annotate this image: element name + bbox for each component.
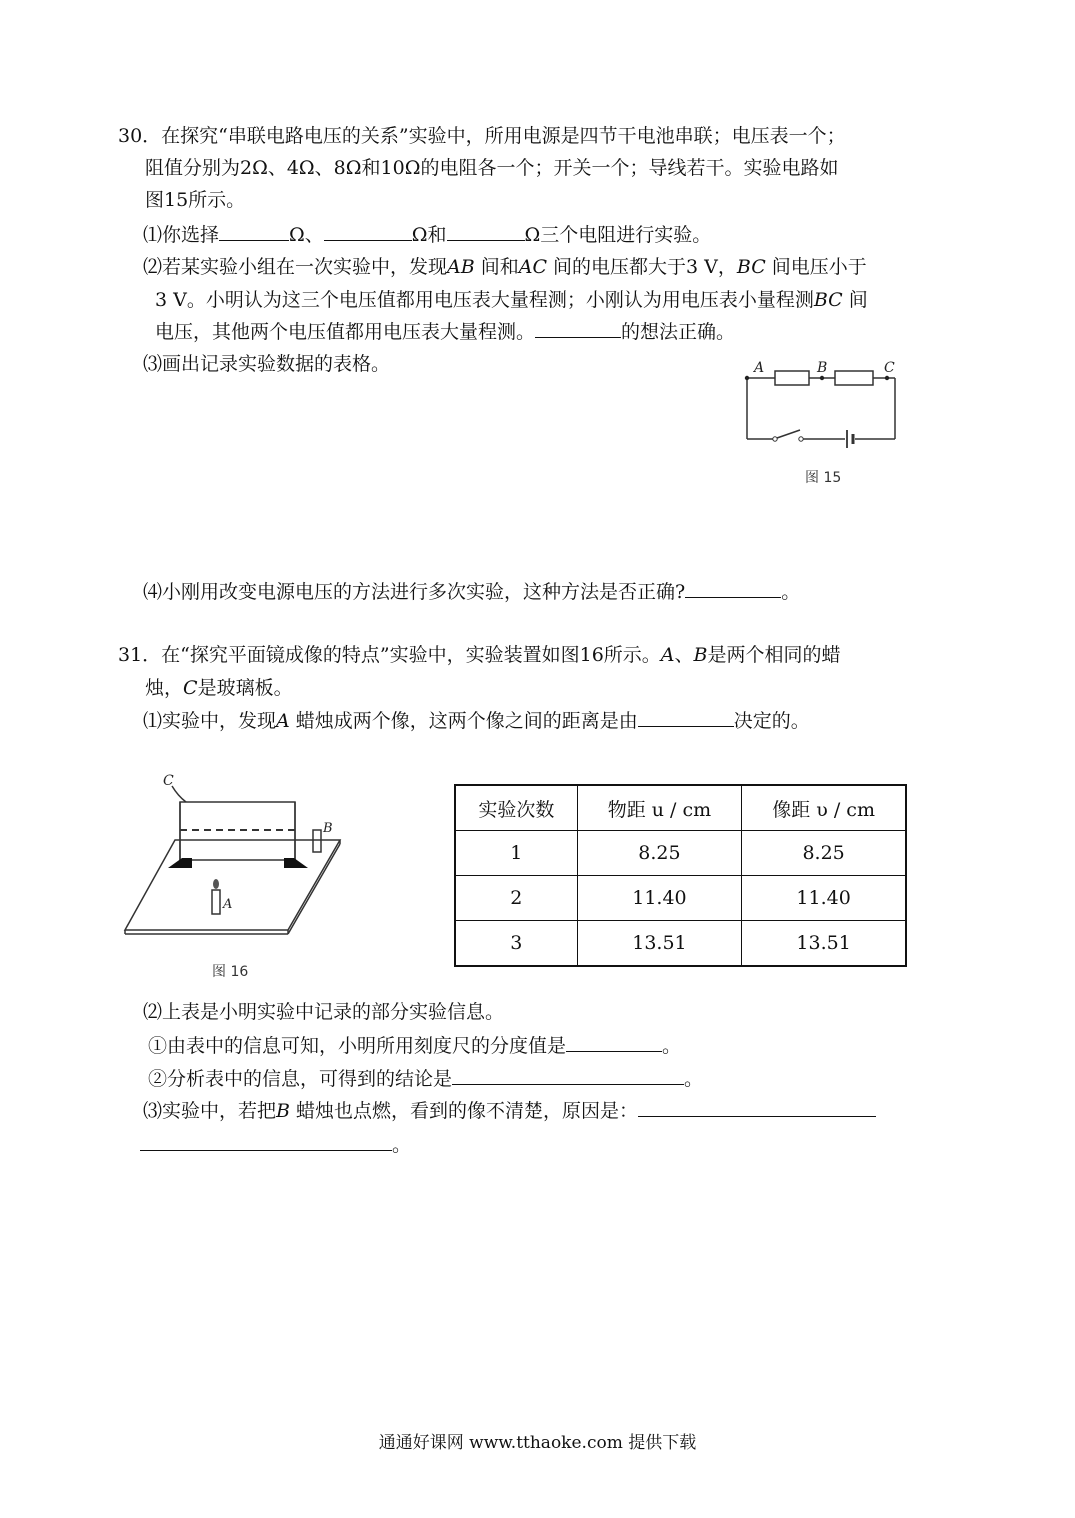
figure-15-circuit (735, 356, 915, 488)
fig15-label-A: A (754, 360, 765, 376)
q31-label-B: B (276, 1100, 290, 1122)
q31-label-B: B (693, 644, 708, 666)
q31-text: 是两个相同的蜡 (707, 644, 841, 666)
table-row (455, 921, 906, 967)
q30-blank-correct-person[interactable] (535, 319, 621, 338)
q30-blank-method[interactable] (685, 579, 781, 598)
q31-p3-text: 蜡烛也点燃，看到的像不清楚，原因是： (289, 1100, 639, 1122)
fig15-caption: 图 15 (805, 470, 842, 486)
q31-p3-text: 。 (392, 1134, 412, 1156)
q30-part2-line3 (155, 319, 735, 344)
q30-p2-text: ⑵若某实验小组在一次实验中，发现 (143, 256, 448, 278)
q30-label-BC: BC (736, 256, 766, 278)
table-header-row (455, 785, 906, 831)
q31-part1 (143, 708, 810, 733)
q31-text: 是玻璃板。 (197, 677, 293, 699)
q31-part3 (143, 1098, 876, 1123)
fig15-label-B: B (817, 360, 828, 376)
q31-blank-scale-division[interactable] (566, 1033, 662, 1052)
q30-part2-line1 (143, 255, 867, 279)
q30-part1 (143, 222, 711, 247)
q30-blank-resistor-2[interactable] (324, 222, 412, 241)
q30-part4 (143, 579, 800, 604)
page-footer: 通通好课网 www.tthaoke.com 提供下载 (378, 1433, 697, 1453)
experiment-data-table (454, 784, 907, 967)
q31-part2: ⑵上表是小明实验中记录的部分实验信息。 (143, 1001, 505, 1023)
q31-p2-text: 。 (684, 1068, 704, 1090)
q31-blank-distance-factor[interactable] (638, 708, 734, 727)
fig15-label-C: C (884, 360, 895, 376)
fig16-label-B: B (323, 821, 333, 836)
table-row (455, 831, 906, 876)
q30-label-BC: BC (813, 289, 843, 311)
q31-label-C: C (183, 677, 198, 699)
q30-line3: 图15所示。 (145, 189, 246, 211)
table-header: 像距 υ / cm (742, 785, 906, 831)
fig16-caption: 图 16 (212, 964, 249, 980)
q31-part2-item2 (148, 1066, 703, 1091)
table-cell: 11.40 (577, 876, 742, 921)
table-header: 实验次数 (455, 785, 577, 831)
q31-line2 (145, 676, 293, 700)
q31-blank-reason-line1[interactable] (638, 1098, 876, 1117)
q30-p2-text: 间和 (474, 256, 519, 278)
table-cell: 13.51 (577, 921, 742, 967)
q31-label-A: A (660, 644, 675, 666)
q30-blank-resistor-3[interactable] (447, 222, 525, 241)
q30-p1-text-a: ⑴你选择 (143, 224, 220, 246)
table-cell: 8.25 (742, 831, 906, 876)
q31-p1-text: ⑴实验中，发现 (143, 710, 277, 732)
q31-p2-text: ②分析表中的信息，可得到的结论是 (148, 1068, 453, 1090)
table-cell: 8.25 (577, 831, 742, 876)
q31-part3-cont (140, 1132, 411, 1157)
q31-text: 31．在“探究平面镜成像的特点”实验中，实验装置如图16所示。 (118, 644, 661, 666)
q31-label-A: A (276, 710, 290, 732)
table-cell: 3 (455, 921, 577, 967)
q30-p1-text-c: Ω和 (411, 224, 447, 246)
q30-p4-text: 。 (781, 581, 801, 603)
fig16-label-A: A (223, 897, 233, 912)
q30-blank-resistor-1[interactable] (219, 222, 289, 241)
q30-part2-line2 (155, 288, 868, 312)
q30-part3: ⑶画出记录实验数据的表格。 (143, 353, 391, 375)
q31-p2-text: ①由表中的信息可知，小明所用刻度尺的分度值是 (148, 1035, 567, 1057)
q31-text: 烛， (145, 677, 184, 699)
q30-p4-text: ⑷小刚用改变电源电压的方法进行多次实验，这种方法是否正确? (143, 581, 686, 603)
table-header: 物距 u / cm (577, 785, 742, 831)
table-row (455, 876, 906, 921)
q31-p1-text: 决定的。 (733, 710, 810, 732)
q30-label-AC: AC (518, 256, 548, 278)
q31-text: 、 (674, 644, 694, 666)
q30-p2-text: 的想法正确。 (621, 321, 736, 343)
q30-p1-text-d: Ω三个电阻进行实验。 (524, 224, 712, 246)
fig16-label-C: C (163, 773, 174, 789)
q30-p2-text: 间 (842, 289, 868, 311)
q30-line2: 阻值分别为2Ω、4Ω、8Ω和10Ω的电阻各一个；开关一个；导线若干。实验电路如 (145, 157, 839, 179)
q30-p2-text: 3 V。小明认为这三个电压值都用电压表大量程测；小刚认为用电压表小量程测 (155, 289, 814, 311)
q31-p2-text: 。 (662, 1035, 682, 1057)
table-cell: 13.51 (742, 921, 906, 967)
q30-line1: 30．在探究“串联电路电压的关系”实验中，所用电源是四节干电池串联；电压表一个； (118, 125, 846, 147)
q31-p1-text: 蜡烛成两个像，这两个像之间的距离是由 (289, 710, 638, 732)
table-cell: 2 (455, 876, 577, 921)
q31-blank-conclusion[interactable] (452, 1066, 684, 1085)
table-cell: 11.40 (742, 876, 906, 921)
q31-blank-reason-line2[interactable] (140, 1132, 392, 1151)
figure-16-mirror-setup (120, 772, 350, 982)
q31-line1 (118, 643, 841, 667)
q30-p2-text: 间的电压都大于3 V， (547, 256, 737, 278)
q31-p3-text: ⑶实验中，若把 (143, 1100, 277, 1122)
q30-p2-text: 电压，其他两个电压值都用电压表大量程测。 (155, 321, 536, 343)
table-cell: 1 (455, 831, 577, 876)
q31-part2-item1 (148, 1033, 681, 1058)
q30-p2-text: 间电压小于 (765, 256, 867, 278)
q30-label-AB: AB (447, 256, 475, 278)
q30-p1-text-b: Ω、 (289, 224, 324, 246)
